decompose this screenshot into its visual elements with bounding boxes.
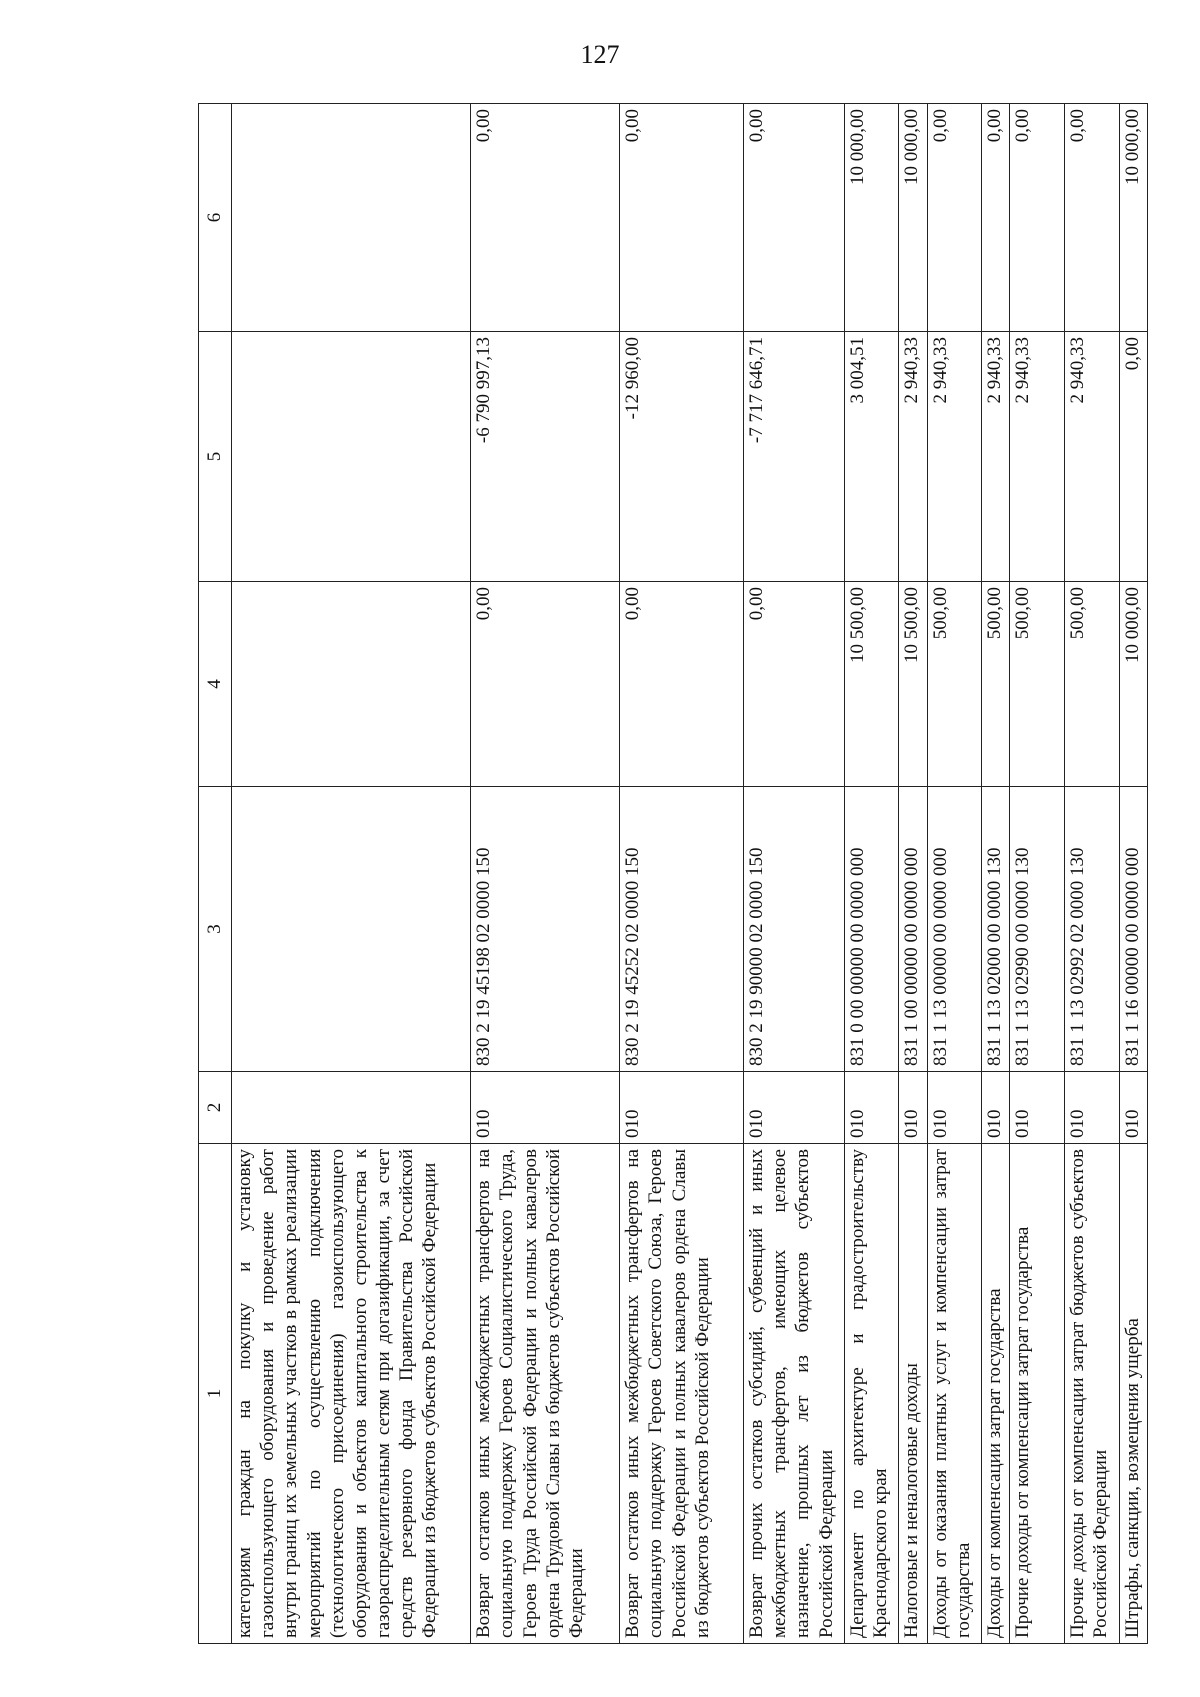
table-row bbox=[927, 104, 982, 1644]
cell-name: категориям граждан на покупку и установку газоиспользующего оборудования и проведение работ внутри границ их земельных участков в рамках реализации мероприятий по осуществлению подключения (технологического присоединения) газоиспользующего оборудования и объектов капитального строительства к газораспределительным сетям при догазификации, за счет средств резервного фонда Правительства Российской Федерации из бюджетов субъектов Российской Федерации bbox=[232, 1144, 471, 1644]
cell-name: Штрафы, санкции, возмещения ущерба bbox=[1119, 1144, 1147, 1644]
cell-kbk: 830 2 19 45198 02 0000 150 bbox=[471, 787, 620, 1072]
cell-code: 010 bbox=[620, 1072, 744, 1144]
cell-col4: 0,00 bbox=[620, 582, 744, 787]
cell-name: Департамент по архитектуре и градостроительству Краснодарского края bbox=[844, 1144, 899, 1644]
cell-col5: 2 940,33 bbox=[899, 332, 927, 582]
cell-code: 010 bbox=[844, 1072, 899, 1144]
table-row bbox=[232, 104, 471, 1644]
cell-col4: 500,00 bbox=[982, 582, 1010, 787]
cell-col6: 0,00 bbox=[744, 104, 845, 332]
cell-code bbox=[232, 1072, 471, 1144]
cell-col6 bbox=[232, 104, 471, 332]
table-inner bbox=[198, 104, 1148, 1644]
cell-col4: 500,00 bbox=[927, 582, 982, 787]
cell-col5: -6 790 997,13 bbox=[471, 332, 620, 582]
cell-kbk: 831 0 00 00000 00 0000 000 bbox=[844, 787, 899, 1072]
table-row bbox=[744, 104, 845, 1644]
cell-name: Возврат остатков иных межбюджетных трансфертов на социальную поддержку Героев Социалистического Труда, Героев Труда Российской Федерации и полных кавалеров ордена Трудовой Славы из бюджетов субъектов Российской Федерации bbox=[471, 1144, 620, 1644]
cell-col5 bbox=[232, 332, 471, 582]
page-number: 127 bbox=[580, 40, 620, 69]
cell-col6: 0,00 bbox=[620, 104, 744, 332]
cell-name: Доходы от оказания платных услуг и компенсации затрат государства bbox=[927, 1144, 982, 1644]
cell-col4: 0,00 bbox=[744, 582, 845, 787]
header-col-5: 5 bbox=[199, 332, 232, 582]
table-row bbox=[620, 104, 744, 1644]
table-row bbox=[899, 104, 927, 1644]
cell-code: 010 bbox=[471, 1072, 620, 1144]
cell-code: 010 bbox=[927, 1072, 982, 1144]
cell-code: 010 bbox=[982, 1072, 1010, 1144]
cell-name: Возврат прочих остатков субсидий, субвенций и иных межбюджетных трансфертов, имеющих целевое назначение, прошлых лет из бюджетов субъектов Российской Федерации bbox=[744, 1144, 845, 1644]
cell-col5: 2 940,33 bbox=[927, 332, 982, 582]
cell-code: 010 bbox=[899, 1072, 927, 1144]
cell-col4: 10 000,00 bbox=[1119, 582, 1147, 787]
cell-col4: 10 500,00 bbox=[844, 582, 899, 787]
cell-col5: -7 717 646,71 bbox=[744, 332, 845, 582]
cell-kbk: 831 1 16 00000 00 0000 000 bbox=[1119, 787, 1147, 1072]
cell-name: Доходы от компенсации затрат государства bbox=[982, 1144, 1010, 1644]
header-col-2: 2 bbox=[199, 1072, 232, 1144]
header-col-6: 6 bbox=[199, 104, 232, 332]
cell-kbk: 831 1 13 00000 00 0000 000 bbox=[927, 787, 982, 1072]
cell-name: Возврат остатков иных межбюджетных трансфертов на социальную поддержку Героев Советского Союза, Героев Российской Федерации и полных кавалеров ордена Славы из бюджетов субъектов Российской Федерации bbox=[620, 1144, 744, 1644]
cell-col5: 2 940,33 bbox=[1010, 332, 1065, 582]
header-col-4: 4 bbox=[199, 582, 232, 787]
cell-col5: 3 004,51 bbox=[844, 332, 899, 582]
cell-col6: 0,00 bbox=[927, 104, 982, 332]
table-row bbox=[982, 104, 1010, 1644]
cell-col6: 10 000,00 bbox=[1119, 104, 1147, 332]
cell-name: Прочие доходы от компенсации затрат бюджетов субъектов Российской Федерации bbox=[1065, 1144, 1120, 1644]
table-row bbox=[1010, 104, 1065, 1644]
cell-kbk bbox=[232, 787, 471, 1072]
cell-col4: 10 500,00 bbox=[899, 582, 927, 787]
cell-col4 bbox=[232, 582, 471, 787]
header-col-1: 1 bbox=[199, 1144, 232, 1644]
cell-kbk: 831 1 13 02000 00 0000 130 bbox=[982, 787, 1010, 1072]
table-row bbox=[471, 104, 620, 1644]
budget-table bbox=[198, 103, 1148, 1644]
cell-col5: -12 960,00 bbox=[620, 332, 744, 582]
cell-col4: 0,00 bbox=[471, 582, 620, 787]
cell-col4: 500,00 bbox=[1010, 582, 1065, 787]
cell-name: Налоговые и неналоговые доходы bbox=[899, 1144, 927, 1644]
cell-kbk: 830 2 19 45252 02 0000 150 bbox=[620, 787, 744, 1072]
table-row bbox=[1119, 104, 1147, 1644]
cell-code: 010 bbox=[744, 1072, 845, 1144]
header-row bbox=[199, 104, 232, 1644]
cell-kbk: 831 1 00 00000 00 0000 000 bbox=[899, 787, 927, 1072]
cell-code: 010 bbox=[1065, 1072, 1120, 1144]
cell-col6: 0,00 bbox=[1065, 104, 1120, 332]
cell-col5: 2 940,33 bbox=[1065, 332, 1120, 582]
cell-kbk: 831 1 13 02990 00 0000 130 bbox=[1010, 787, 1065, 1072]
cell-code: 010 bbox=[1010, 1072, 1065, 1144]
cell-col5: 0,00 bbox=[1119, 332, 1147, 582]
cell-col6: 0,00 bbox=[982, 104, 1010, 332]
cell-col5: 2 940,33 bbox=[982, 332, 1010, 582]
table-row bbox=[844, 104, 899, 1644]
cell-code: 010 bbox=[1119, 1072, 1147, 1144]
cell-name: Прочие доходы от компенсации затрат государства bbox=[1010, 1144, 1065, 1644]
cell-kbk: 831 1 13 02992 02 0000 130 bbox=[1065, 787, 1120, 1072]
cell-col6: 0,00 bbox=[471, 104, 620, 332]
rotated-table-wrapper bbox=[198, 104, 1148, 1644]
cell-col6: 10 000,00 bbox=[844, 104, 899, 332]
cell-kbk: 830 2 19 90000 02 0000 150 bbox=[744, 787, 845, 1072]
cell-col4: 500,00 bbox=[1065, 582, 1120, 787]
header-col-3: 3 bbox=[199, 787, 232, 1072]
table-row bbox=[1065, 104, 1120, 1644]
cell-col6: 0,00 bbox=[1010, 104, 1065, 332]
cell-col6: 10 000,00 bbox=[899, 104, 927, 332]
